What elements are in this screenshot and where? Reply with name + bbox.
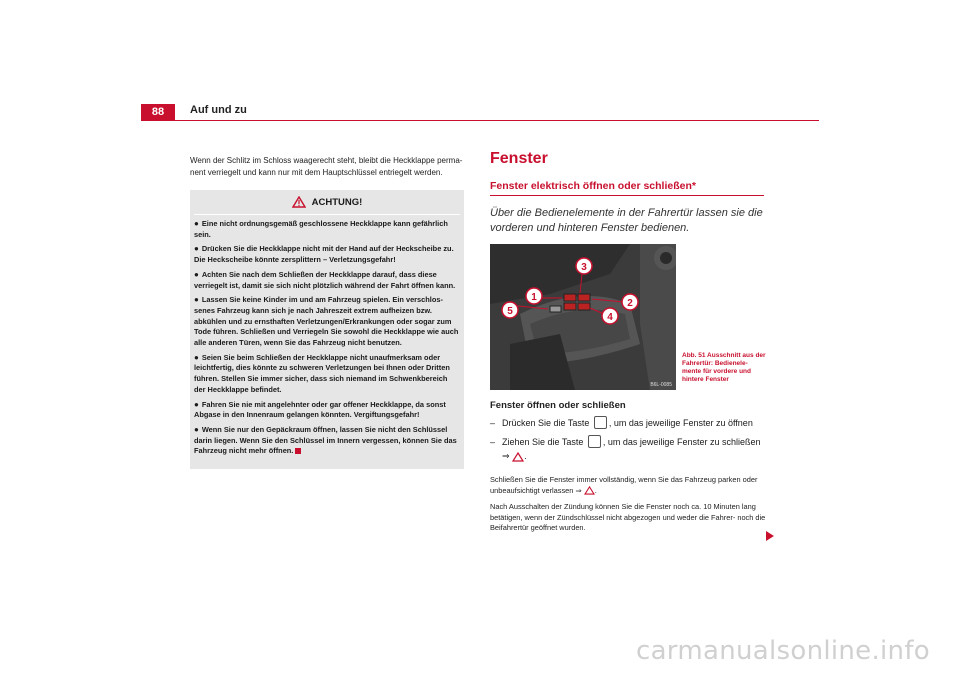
callout-1 xyxy=(526,288,542,304)
callout-2 xyxy=(622,294,638,310)
header-rule xyxy=(141,120,819,121)
door-panel-illustration xyxy=(490,244,676,390)
figure-code: B6L-0085 xyxy=(650,382,672,388)
warning-triangle-icon xyxy=(584,486,595,495)
watermark: carmanualsonline.info xyxy=(635,636,930,666)
note-paragraph: Schließen Sie die Fenster immer vollständig, wenn Sie das Fahrzeug parken oder unbeaufsichtigt verlassen ⇒ . xyxy=(490,475,758,495)
warning-header xyxy=(194,196,460,215)
section-end-marker xyxy=(295,448,301,454)
warning-triangle-icon xyxy=(292,196,306,208)
figure-caption: Abb. 51 Ausschnitt aus der Fahrertür: Bedienele-mente für vordere und hintere Fenster xyxy=(682,352,766,383)
left-column xyxy=(190,155,464,469)
warning-item: ● Seien Sie beim Schließen der Heckklappe nicht unaufmerksam oder leichtfertig, dies könnte zu schweren Verletzungen bei Ihnen oder Dritten führen. Stellen Sie immer sicher, dass sich niemand im Schwenkbereich der Heckklappe befindet. xyxy=(194,352,450,394)
warning-item: ● Eine nicht ordnungsgemäß geschlossene Heckklappe kann gefährlich sein. xyxy=(194,219,448,239)
procedure-step: – Ziehen Sie die Taste , um das jeweilige Fenster zu schließen ⇒ . xyxy=(490,437,761,462)
window-down-key-icon xyxy=(594,416,607,429)
door-panel-drawing xyxy=(490,244,676,390)
warning-triangle-icon xyxy=(512,452,524,462)
note-paragraph: Nach Ausschalten der Zündung können Sie die Fenster noch ca. 10 Minuten lang betätigen, wenn der Zündschlüssel nicht abgezogen und weder die Fahrer- noch die Beifahrertür geöffnet wurden. xyxy=(490,502,766,533)
callout-4 xyxy=(602,308,618,324)
svg-text:2: 2 xyxy=(627,298,633,309)
intro-paragraph: Wenn der Schlitz im Schloss waagerecht steht, bleibt die Heckklappe perma-nent verriegelt und kann nur mit dem Hauptschlüssel entriegelt werden. xyxy=(190,156,463,177)
chapter-title: Auf und zu xyxy=(190,104,247,116)
right-column xyxy=(490,150,770,534)
warning-item: ● Drücken Sie die Heckklappe nicht mit der Hand auf der Heckscheibe zu. Die Heckscheibe könnte zersplittern – Verletzungsgefahr! xyxy=(194,244,454,265)
callout-3 xyxy=(576,258,592,274)
warning-item: ● Achten Sie nach dem Schließen der Heckklappe darauf, dass diese verriegelt ist, damit sie sich nicht plötzlich während der Fahrt öffnen kann. xyxy=(194,269,456,290)
subsection-intro: Über die Bedienelemente in der Fahrertür lassen sie die vorderen und hinteren Fenster bedienen. xyxy=(490,207,763,234)
svg-text:3: 3 xyxy=(581,262,587,273)
next-page-arrow-icon[interactable] xyxy=(766,531,774,541)
warning-item: ● Wenn Sie nur den Gepäckraum öffnen, lassen Sie nicht den Schlüssel darin liegen. Wenn Sie den Schlüssel im Innern vergessen, können Sie das Fahrzeug nicht mehr öffnen. xyxy=(194,424,457,456)
cross-reference[interactable]: ⇒ xyxy=(575,485,582,495)
warning-item: ● Lassen Sie keine Kinder im und am Fahrzeug spielen. Ein verschlos-senes Fahrzeug kann sich je nach Jahreszeit extrem aufheizen bzw. abkühlen und zu ernsthaften Verletzungen/Erkrankungen oder sogar zum Tode führen. Schließen und Verriegeln Sie sowohl die Heckklappe wie auch alle anderen Türen, wenn Sie das Fahrzeug nicht benutzen. xyxy=(194,295,459,348)
procedure-title: Fenster öffnen oder schließen xyxy=(490,400,626,411)
figure xyxy=(490,244,770,392)
page-number: 88 xyxy=(141,104,175,120)
callout-5 xyxy=(502,302,518,318)
subsection-title: Fenster elektrisch öffnen oder schließen* xyxy=(490,180,764,196)
warning-title: ACHTUNG! xyxy=(311,196,363,208)
warning-box xyxy=(190,190,464,469)
svg-text:1: 1 xyxy=(531,292,537,303)
window-up-key-icon xyxy=(588,435,601,448)
svg-text:4: 4 xyxy=(607,312,613,323)
section-title: Fenster xyxy=(490,150,548,167)
warning-item: ● Fahren Sie nie mit angelehnter oder gar offener Heckklappe, da sonst Abgase in den Innenraum gelangen könnten. Vergiftungsgefahr! xyxy=(194,399,446,420)
cross-reference[interactable]: ⇒ xyxy=(502,451,510,462)
svg-text:5: 5 xyxy=(507,306,513,317)
procedure-step: – Drücken Sie die Taste , um das jeweilige Fenster zu öffnen xyxy=(490,418,753,428)
